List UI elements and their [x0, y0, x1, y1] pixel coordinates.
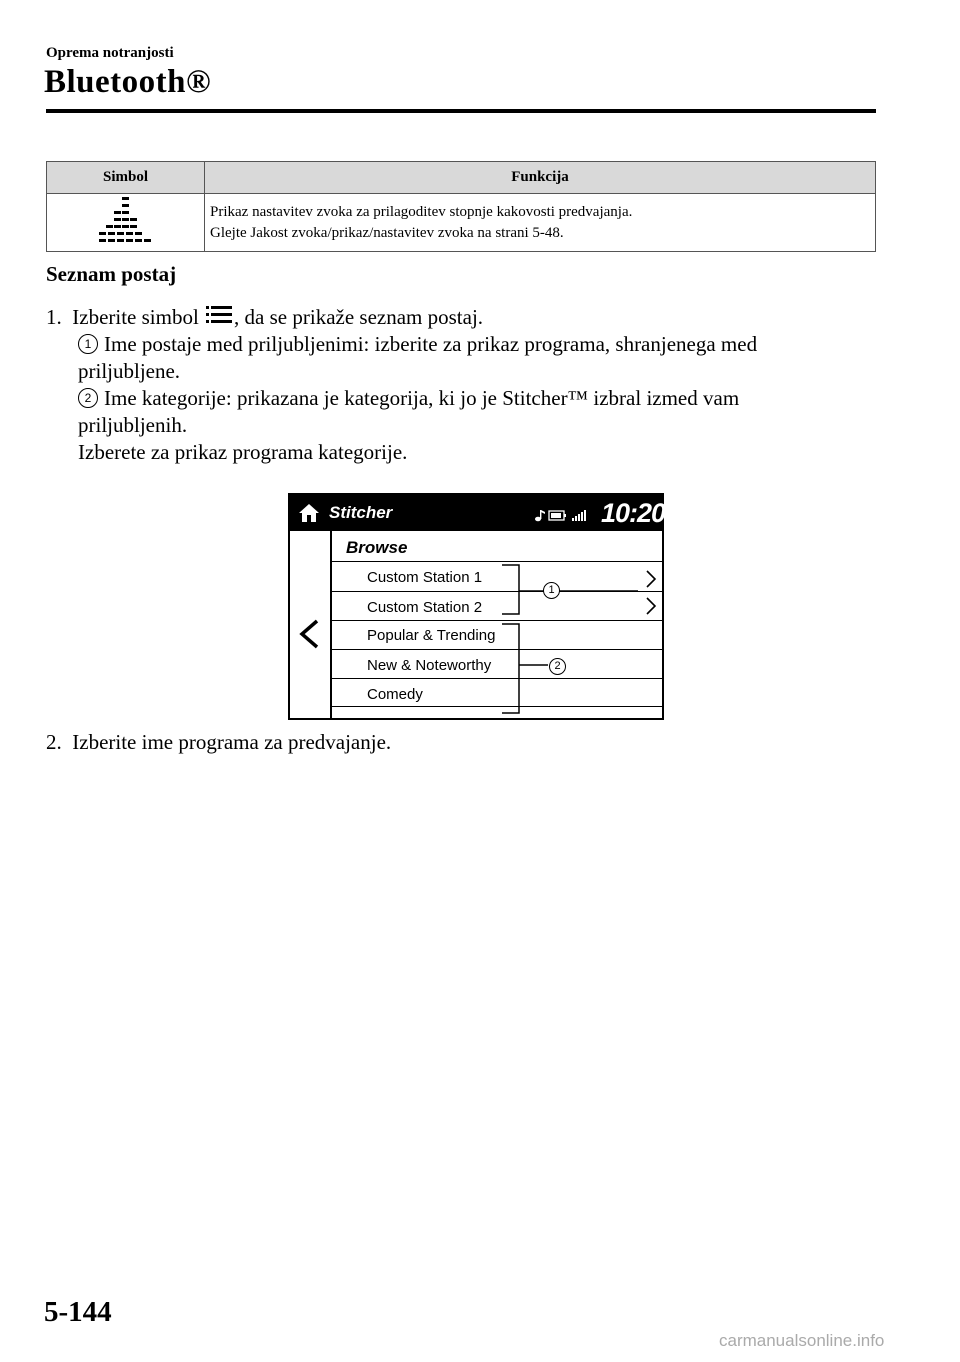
app-name: Stitcher — [329, 503, 393, 522]
callout-1: 1 — [543, 582, 560, 599]
note-1 — [78, 331, 757, 385]
stitcher-screen — [288, 493, 664, 720]
function-line-2: Glejte Jakost zvoka/prikaz/nastavitev zvoka na strani 5-48. — [210, 224, 564, 241]
note-2 — [78, 385, 739, 466]
step-2-text: Izberite ime programa za predvajanje. — [72, 730, 392, 754]
watermark: carmanualsonline.info — [719, 1331, 885, 1350]
step-1-text-after: , da se prikaže seznam postaj. — [234, 305, 484, 329]
step-1-text-before: Izberite simbol — [72, 305, 199, 329]
step-2-number: 2. — [46, 730, 62, 754]
chapter-title: Bluetooth® — [44, 64, 212, 100]
function-column-header: Funkcija — [205, 162, 876, 194]
function-line-1: Prikaz nastavitev zvoka za prilagoditev stopnje kakovosti predvajanja. — [210, 203, 633, 220]
list-item[interactable]: New & Noteworthy — [367, 657, 492, 674]
title-rule — [46, 109, 876, 113]
table-row — [47, 194, 876, 252]
table-header-row — [47, 162, 876, 194]
note-1-line-2: priljubljene. — [78, 359, 181, 383]
list-icon — [204, 304, 234, 326]
note-2-line-2: priljubljenih. — [78, 413, 188, 437]
equalizer-icon — [99, 195, 153, 245]
list-item[interactable]: Popular & Trending — [367, 627, 496, 644]
note-2-line-1: Ime kategorije: prikazana je kategorija, ki jo je Stitcher™ izbral izmed vam — [104, 386, 740, 410]
browse-title: Browse — [346, 538, 408, 557]
symbol-table — [46, 161, 876, 252]
function-cell — [205, 194, 876, 252]
step-1 — [46, 304, 483, 331]
note-2-line-3: Izberete za prikaz programa kategorije. — [78, 440, 408, 464]
clock-time: 10:20 — [601, 498, 666, 528]
list-item[interactable]: Custom Station 1 — [367, 569, 483, 586]
callout-brackets — [290, 495, 662, 718]
note-2-marker: 2 — [78, 388, 98, 408]
page-number: 5-144 — [44, 1296, 112, 1328]
symbol-cell — [47, 194, 205, 252]
note-1-line-1: Ime postaje med priljubljenimi: izberite za prikaz programa, shranjenega med — [104, 332, 758, 356]
symbol-column-header: Simbol — [47, 162, 205, 194]
sub-heading: Seznam postaj — [46, 262, 177, 286]
list-item[interactable]: Custom Station 2 — [367, 599, 483, 616]
callout-2: 2 — [549, 658, 566, 675]
step-1-number: 1. — [46, 305, 62, 329]
step-2 — [46, 729, 391, 756]
section-label: Oprema notranjosti — [46, 45, 174, 61]
list-item[interactable]: Comedy — [367, 686, 423, 703]
note-1-marker: 1 — [78, 334, 98, 354]
